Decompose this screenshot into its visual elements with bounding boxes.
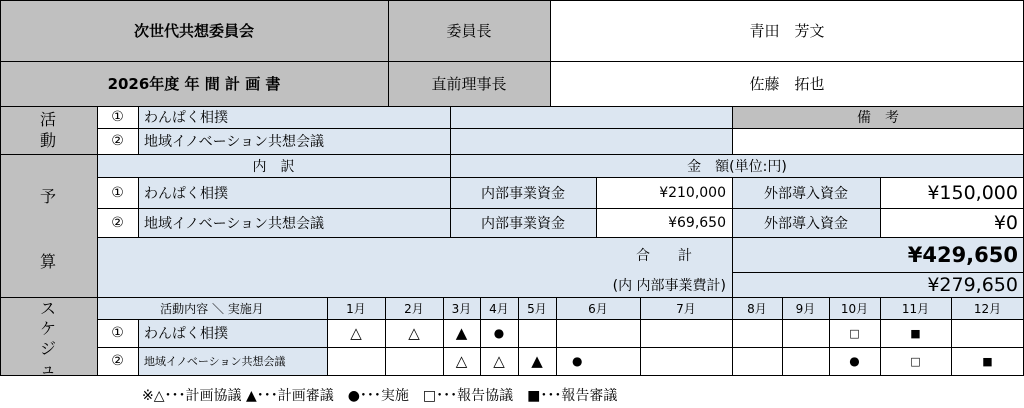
schedule-mark: ●: [556, 347, 640, 375]
schedule-mark: [385, 347, 443, 375]
schedule-mark: △: [480, 347, 518, 375]
schedule-mark: △: [385, 319, 443, 347]
budget-no-1: ①: [97, 177, 138, 208]
grid-line: [97, 347, 1024, 348]
grid-line: [951, 297, 952, 375]
grid-line: [0, 0, 1024, 1]
schedule-mark: [732, 319, 782, 347]
plan-title: 2026年度 年 間 計 画 書: [0, 61, 388, 106]
month-header: 1月: [327, 297, 385, 319]
schedule-mark: [732, 347, 782, 375]
grid-line: [97, 106, 98, 376]
schedule-mark: ■: [951, 347, 1024, 375]
budget-label-top: 予: [40, 187, 57, 206]
grid-line: [880, 177, 881, 237]
activities-label-bottom: 動: [40, 131, 57, 150]
budget-section-label: [0, 154, 97, 297]
activity-no-2: ②: [97, 128, 138, 154]
month-header: 3月: [443, 297, 480, 319]
grid-line: [138, 319, 139, 375]
grid-line: [388, 0, 389, 106]
grid-line: [596, 177, 597, 237]
schedule-mark: [782, 319, 829, 347]
schedule-no-2: ②: [97, 347, 138, 375]
budget-name-2: 地域イノベーション共想会議: [138, 208, 450, 237]
activity-name-2: 地域イノベーション共想会議: [138, 128, 450, 154]
internal-funds-value-2: ¥69,650: [596, 208, 732, 237]
schedule-section-label: [0, 297, 97, 375]
grid-line: [0, 297, 1024, 298]
external-funds-label-2: 外部導入資金: [732, 208, 880, 237]
grid-line: [556, 297, 557, 375]
schedule-no-1: ①: [97, 319, 138, 347]
grid-line: [97, 128, 1024, 129]
grid-line: [732, 106, 733, 154]
total-label: 合 計: [97, 237, 732, 272]
grid-line: [732, 177, 733, 375]
internal-funds-value-1: ¥210,000: [596, 177, 732, 208]
grid-line: [829, 297, 830, 375]
schedule-name-2: 地域イノベーション共想会議: [138, 347, 327, 375]
schedule-legend: ※△･･･計画協議 ▲･･･計画審議 ●･･･実施 □･･･報告協議 ■･･･報告審議: [142, 388, 618, 404]
grid-line: [782, 297, 783, 375]
grid-line: [0, 375, 1024, 376]
schedule-mark: ▲: [443, 319, 480, 347]
schedule-header-label: 活動内容 ＼ 実施月: [97, 297, 327, 319]
schedule-mark: [640, 319, 732, 347]
schedule-mark: [327, 347, 385, 375]
schedule-mark: [640, 347, 732, 375]
grid-line: [732, 272, 1024, 273]
grid-line: [0, 0, 1, 376]
breakdown-header: 内 訳: [97, 154, 450, 177]
activity-detail-1: [450, 106, 732, 128]
month-header: 2月: [385, 297, 443, 319]
external-funds-value-1: ¥150,000: [880, 177, 1024, 208]
grid-line: [97, 319, 1024, 320]
past-president-name: 佐藤 拓也: [550, 61, 1024, 106]
internal-funds-label-1: 内部事業資金: [450, 177, 596, 208]
grid-line: [443, 297, 444, 375]
grid-line: [385, 297, 386, 375]
grid-line: [640, 297, 641, 375]
schedule-label-char-1: ス: [40, 299, 57, 318]
external-funds-label-1: 外部導入資金: [732, 177, 880, 208]
schedule-mark: ▲: [518, 347, 556, 375]
month-header: 7月: [640, 297, 732, 319]
schedule-mark: □: [880, 347, 951, 375]
chair-label: 委員長: [388, 0, 550, 61]
internal-total-label: (内 内部事業費計): [97, 272, 732, 297]
activity-no-1: ①: [97, 106, 138, 128]
grid-line: [0, 154, 1024, 155]
schedule-label-char-3: ジ: [40, 339, 57, 358]
total-value: ¥429,650: [732, 237, 1024, 272]
grid-line: [97, 208, 1024, 209]
activity-name-1: わんぱく相撲: [138, 106, 450, 128]
schedule-mark: ●: [829, 347, 880, 375]
grid-line: [480, 297, 481, 375]
budget-label-bottom: 算: [40, 252, 57, 271]
grid-line: [97, 177, 1024, 178]
month-header: 10月: [829, 297, 880, 319]
budget-no-2: ②: [97, 208, 138, 237]
schedule-mark: ■: [880, 319, 951, 347]
amount-header: 金 額(単位:円): [450, 154, 1024, 177]
grid-line: [138, 106, 139, 154]
schedule-mark: □: [829, 319, 880, 347]
schedule-mark: ●: [480, 319, 518, 347]
month-header: 11月: [880, 297, 951, 319]
past-president-label: 直前理事長: [388, 61, 550, 106]
activity-detail-2: [450, 128, 732, 154]
activities-section-label: [0, 106, 97, 154]
grid-line: [450, 106, 451, 237]
month-header: 4月: [480, 297, 518, 319]
grid-line: [880, 297, 881, 375]
internal-funds-label-2: 内部事業資金: [450, 208, 596, 237]
grid-line: [518, 297, 519, 375]
schedule-mark: [556, 319, 640, 347]
schedule-label-char-4: ュ: [40, 359, 57, 375]
remarks-value: [732, 128, 1024, 154]
schedule-mark: [782, 347, 829, 375]
month-header: 8月: [732, 297, 782, 319]
activities-label-top: 活: [40, 110, 57, 129]
grid-line: [550, 0, 551, 106]
schedule-mark: [951, 319, 1024, 347]
schedule-name-1: わんぱく相撲: [138, 319, 327, 347]
grid-line: [138, 177, 139, 237]
schedule-label-char-2: ケ: [40, 319, 57, 338]
external-funds-value-2: ¥0: [880, 208, 1024, 237]
month-header: 6月: [556, 297, 640, 319]
grid-line: [327, 297, 328, 375]
budget-name-1: わんぱく相撲: [138, 177, 450, 208]
committee-name: 次世代共想委員会: [0, 0, 388, 61]
month-header: 12月: [951, 297, 1024, 319]
grid-line: [0, 61, 1024, 62]
schedule-mark: △: [327, 319, 385, 347]
schedule-mark: △: [443, 347, 480, 375]
grid-line: [0, 106, 1024, 107]
internal-total-value: ¥279,650: [732, 272, 1024, 297]
chair-name: 青田 芳文: [550, 0, 1024, 61]
month-header: 9月: [782, 297, 829, 319]
month-header: 5月: [518, 297, 556, 319]
remarks-header: 備 考: [732, 106, 1024, 128]
schedule-mark: [518, 319, 556, 347]
grid-line: [97, 237, 1024, 238]
